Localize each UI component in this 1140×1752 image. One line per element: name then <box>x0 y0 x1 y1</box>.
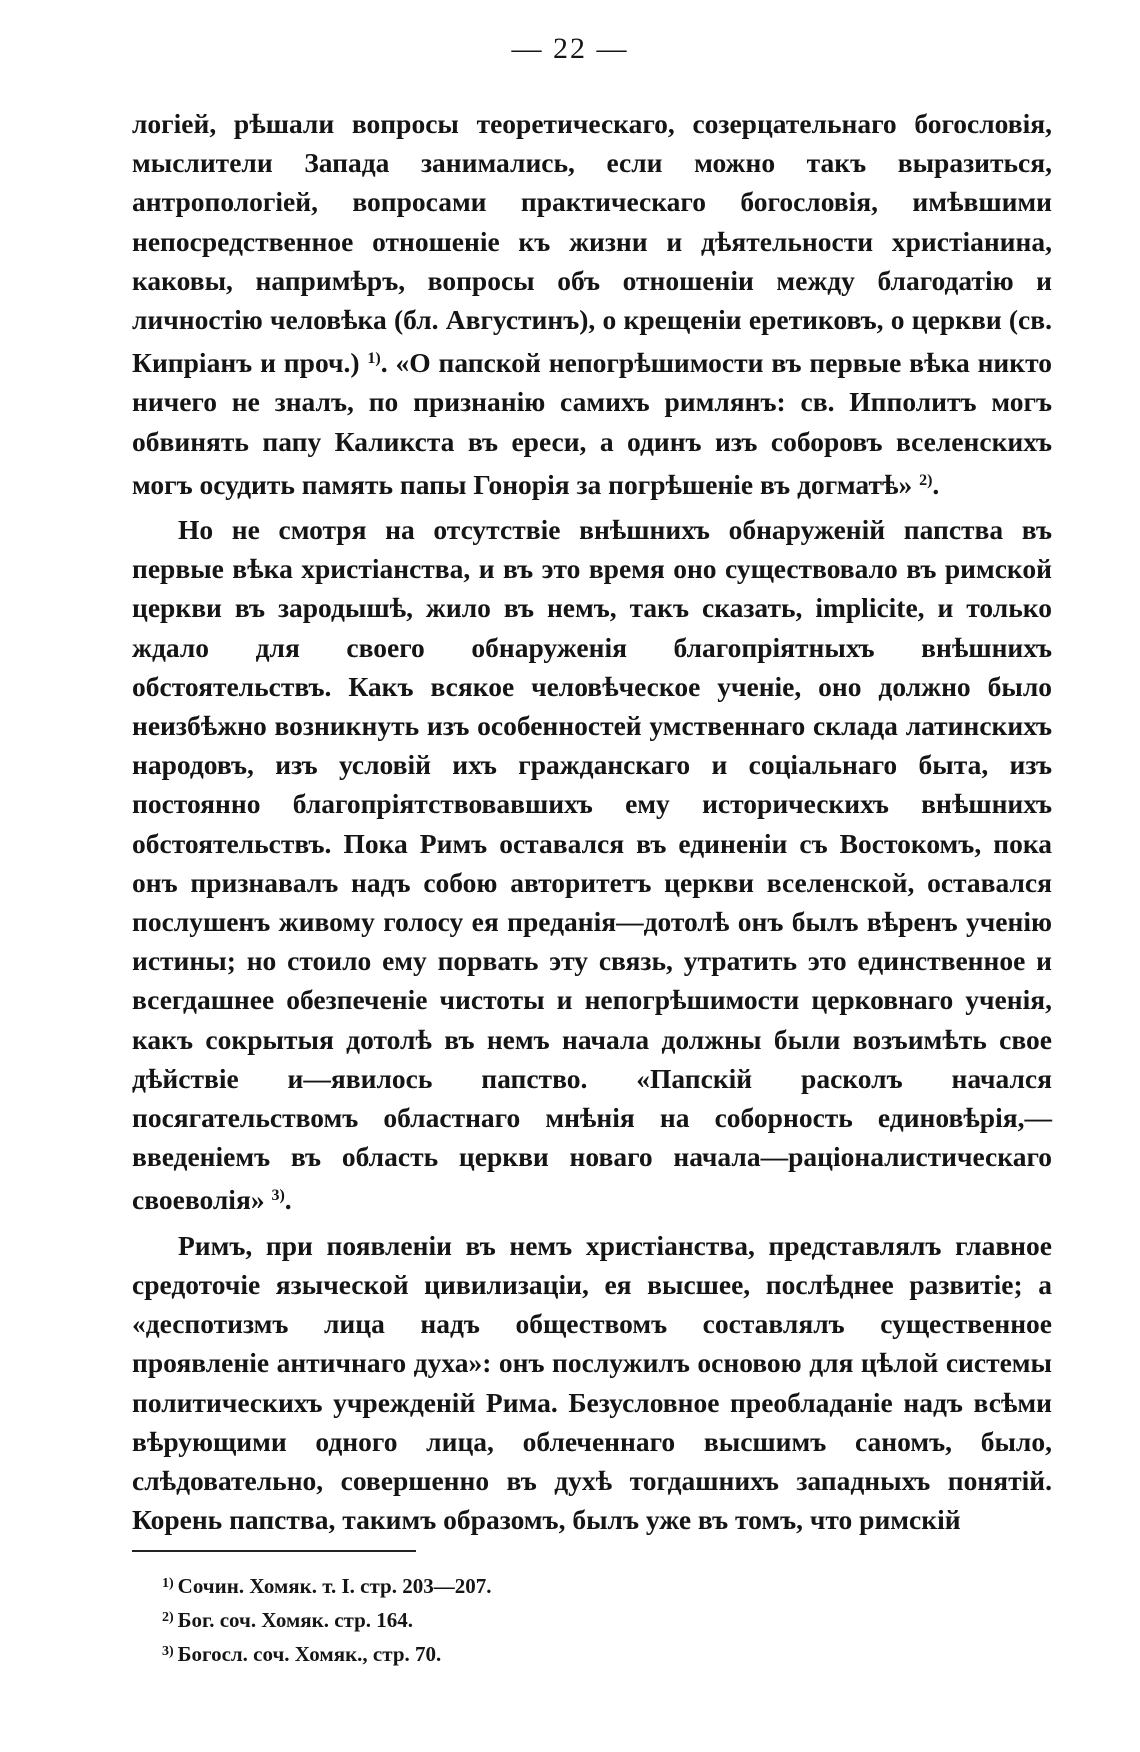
footnote-2-marker: 2) <box>162 1610 174 1625</box>
footnote-ref-1: 1) <box>367 350 381 368</box>
paragraph-2 <box>132 510 1052 1220</box>
paragraph-1-text-b: . «О папской непогрѣшимости въ первые вѣка никто ничего не зналъ, по признанію самихъ римлянъ: св. Ипполитъ могъ обвинять папу Каликста въ ереси, а одинъ изъ соборовъ вселенскихъ могъ осудить память папы Гонорія за погрѣшеніе въ догматѣ» <box>132 347 1053 500</box>
footnote-ref-2: 2) <box>919 471 933 489</box>
footnote-3-marker: 3) <box>162 1644 174 1659</box>
main-text <box>132 104 1052 1545</box>
footnote-1-marker: 1) <box>162 1576 174 1591</box>
page-number: — 22 — <box>511 32 629 65</box>
footnote-divider <box>132 1550 416 1552</box>
paragraph-3: Римъ, при появленіи въ немъ христіанства, представлялъ главное средоточіе языческой цивилизаціи, ея высшее, послѣднее развитіе; а «деспотизмъ лица надъ обществомъ составлялъ существенное проявленіе античнаго духа»: онъ послужилъ основою для цѣлой системы политическихъ учрежденій Рима. Безусловное преобладаніе надъ всѣми вѣрующими одного лица, облеченнаго высшимъ саномъ, было, слѣдовательно, совершенно въ духѣ тогдашнихъ западныхъ понятій. Корень папства, такимъ образомъ, былъ уже въ томъ, что римскій <box>132 1229 1052 1536</box>
footnote-ref-3: 3) <box>271 1187 285 1205</box>
footnote-2 <box>162 1602 962 1636</box>
paragraph-1-text-a: логіей, рѣшали вопросы теоретическаго, созерцательнаго богословія, мыслители Запада занимались, если можно такъ выразиться, антропологіей, вопросами практическаго богословія, имѣвшими непосредственное отношеніе къ жизни и дѣятельности христіанина, каковы, напримѣръ, вопросы объ отношеніи между благодатію и личностію человѣка (бл. Августинъ), о крещеніи еретиковъ, о церкви (св. Кипріанъ и проч.) <box>132 108 1052 379</box>
paragraph-1-text-c: . <box>932 468 940 500</box>
footnotes <box>162 1568 962 1670</box>
footnote-1-text: Сочин. Хомяк. т. I. стр. 203—207. <box>177 1574 492 1598</box>
footnote-2-text: Бог. соч. Хомяк. стр. 164. <box>177 1608 414 1632</box>
paragraph-1 <box>132 104 1052 504</box>
footnote-3 <box>162 1636 962 1670</box>
paragraph-2-text-b: . <box>284 1184 292 1216</box>
footnote-1 <box>162 1568 962 1602</box>
footnote-3-text: Богосл. соч. Хомяк., стр. 70. <box>177 1642 442 1666</box>
paragraph-2-text-a: Но не смотря на отсутствіе внѣшнихъ обнаруженій папства въ первые вѣка христіанства, и въ это время оно существовало въ римской церкви въ зародышѣ, жило въ немъ, такъ сказать, implicite, и только ждало для своего обнаруженія благопріятныхъ внѣшнихъ обстоятельствъ. Какъ всякое человѣческое ученіе, оно должно было неизбѣжно возникнуть изъ особенностей умственнаго склада латинскихъ народовъ, изъ условій ихъ гражданскаго и соціальнаго быта, изъ постоянно благопріятствовавшихъ ему историческихъ внѣшнихъ обстоятельствъ. Пока Римъ оставался въ единеніи съ Востокомъ, пока онъ признавалъ надъ собою авторитетъ церкви вселенской, оставался послушенъ живому голосу ея преданія—дотолѣ онъ былъ вѣренъ ученію истины; но стоило ему порвать эту связь, утратить это единственное и всегдашнее обезпеченіе чистоты и непогрѣшимости церковнаго ученія, какъ сокрытыя дотолѣ въ немъ начала должны были возъимѣть свое дѣйствіе и—явилось папство. «Папскій расколъ начался посягательствомъ областнаго мнѣнія на соборность единовѣрія,—введеніемъ въ область церкви новаго начала—раціоналистическаго своеволія» <box>132 514 1052 1216</box>
